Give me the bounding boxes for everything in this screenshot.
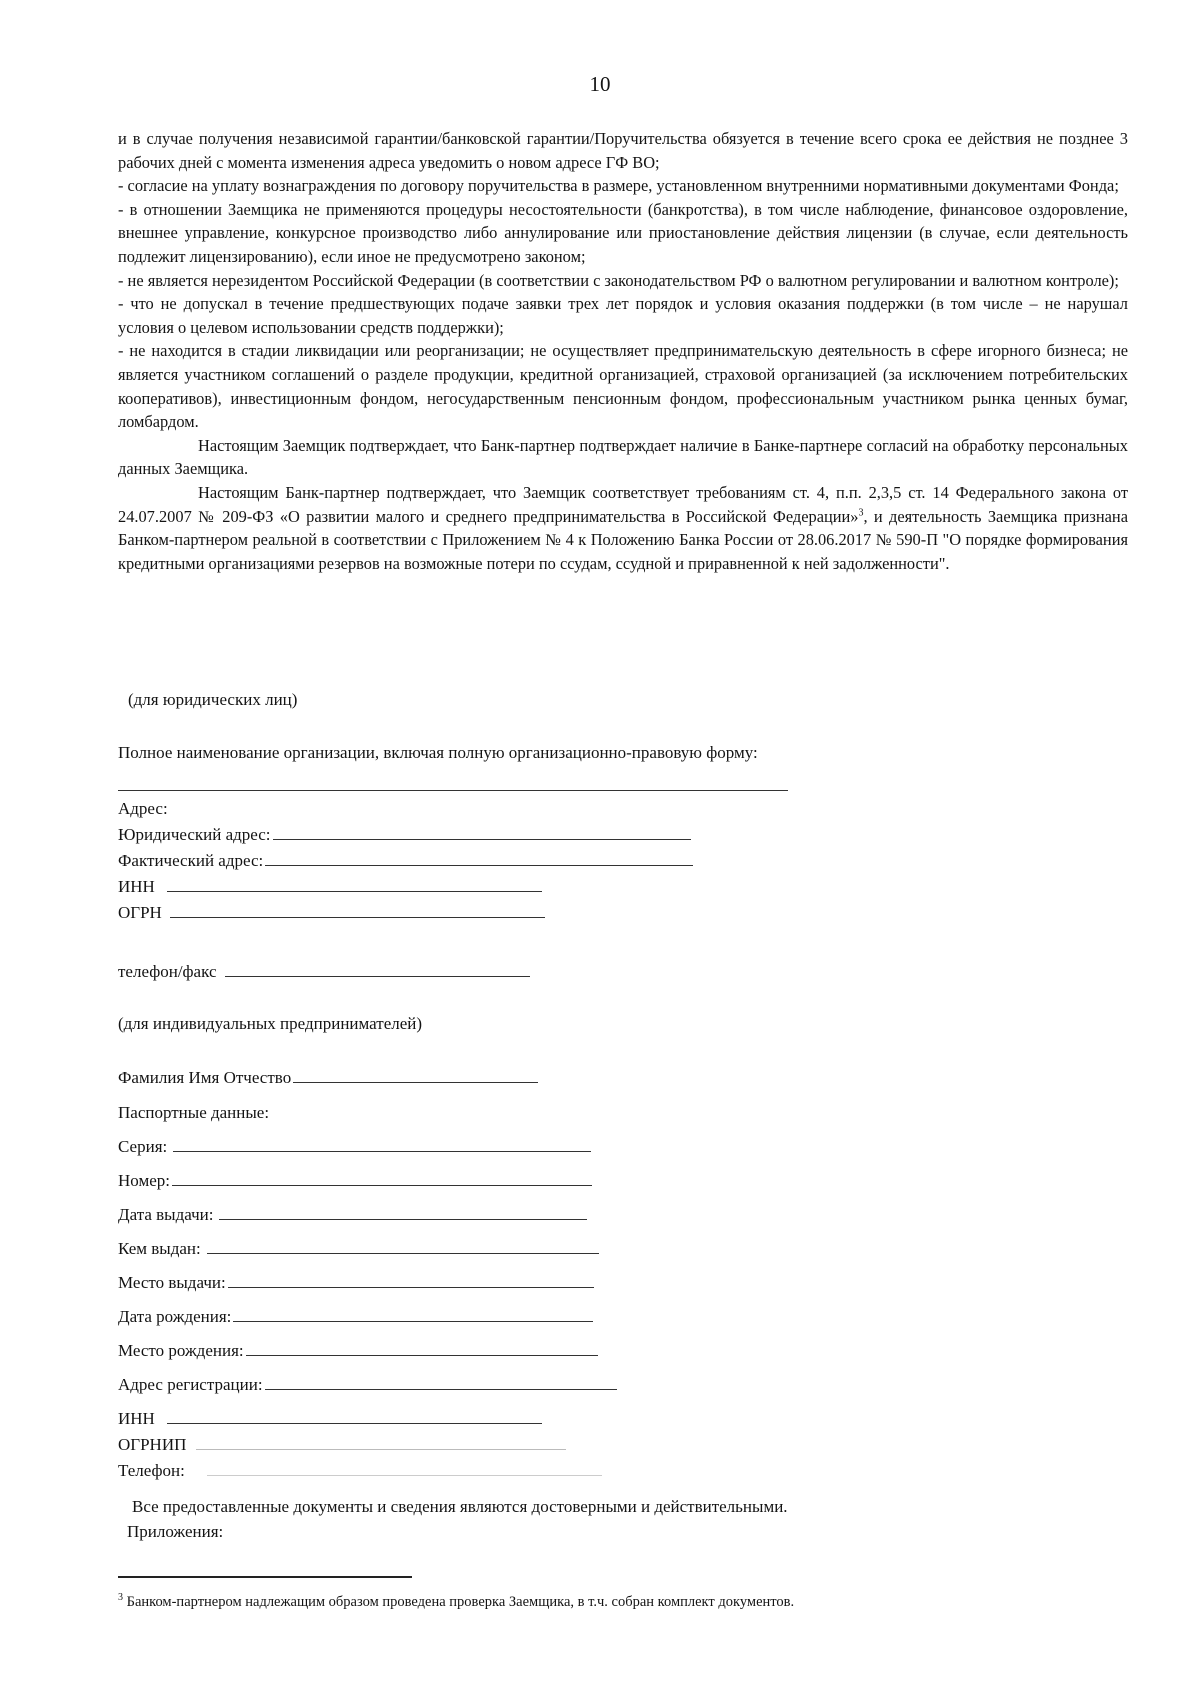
- paragraph-notify-address: и в случае получения независимой гарантии/банковской гарантии/Поручительства обязуется в течение всего срока ее действия не позднее 3 рабочих дней с момента изменения адреса уведомить о новом адресе ГФ ВО;: [118, 129, 1128, 172]
- attachments-label: Приложения:: [127, 1522, 224, 1541]
- legal-address-label: Юридический адрес:: [118, 825, 271, 844]
- actual-address-field[interactable]: [265, 864, 693, 866]
- issued-by-label: Кем выдан:: [118, 1239, 201, 1258]
- ip-heading: (для индивидуальных предпринимателей): [118, 1014, 423, 1033]
- footnote-reference: 3: [858, 507, 864, 519]
- ogrn-row: [118, 903, 545, 923]
- ip-phone-field[interactable]: [207, 1474, 602, 1476]
- number-row: [118, 1171, 592, 1191]
- number-label: Номер:: [118, 1171, 170, 1190]
- reg-address-label: Адрес регистрации:: [118, 1375, 263, 1394]
- ogrnip-field[interactable]: [196, 1448, 566, 1450]
- reg-address-row: [118, 1375, 617, 1395]
- legal-address-row: [118, 825, 691, 845]
- paragraph-no-violations: - что не допускал в течение предшествующих подаче заявки трех лет порядок и условия оказания поддержки (в том числе – не нарушал условия о целевом использовании средств поддержки);: [118, 294, 1128, 337]
- bank-confirmation-part2: , и деятельность Заемщика признана Банком-партнером реальной в соответствии с Приложением № 4 к Положению Банка России от 28.06.2017 № 590-П "О порядке формирования кредитными организациями резервов на возможные потери по ссудам, ссудной и приравненной к ней задолженности".: [118, 506, 1128, 573]
- ogrn-field[interactable]: [170, 916, 545, 918]
- birth-date-label: Дата рождения:: [118, 1307, 232, 1326]
- legal-entities-heading: (для юридических лиц): [128, 690, 298, 709]
- passport-label: Паспортные данные:: [118, 1103, 270, 1122]
- issued-by-row: [118, 1239, 599, 1259]
- paragraph-fee-consent: - согласие на уплату вознаграждения по договору поручительства в размере, установленном внутренними нормативными документами Фонда;: [118, 176, 1119, 196]
- birth-place-row: [118, 1341, 598, 1361]
- footnote-text: Банком-партнером надлежащим образом проведена проверка Заемщика, в т.ч. собран комплект документов.: [126, 1594, 795, 1610]
- legal-address-field[interactable]: [273, 838, 691, 840]
- footnote-divider: [118, 1576, 412, 1578]
- series-field[interactable]: [173, 1150, 591, 1152]
- issue-place-row: [118, 1273, 594, 1293]
- ip-inn-field[interactable]: [167, 1422, 542, 1424]
- ogrn-label: ОГРН: [118, 903, 162, 922]
- issue-date-field[interactable]: [219, 1218, 587, 1220]
- issue-date-row: [118, 1205, 587, 1225]
- paragraph-not-nonresident: - не является нерезидентом Российской Федерации (в соответствии с законодательством РФ о валютном регулировании и валютном контроле);: [118, 270, 1119, 290]
- address-label: Адрес:: [118, 799, 168, 818]
- number-field[interactable]: [172, 1184, 592, 1186]
- paragraph-no-bankruptcy: - в отношении Заемщика не применяются процедуры несостоятельности (банкротства), в том числе наблюдение, финансовое оздоровление, внешнее управление, конкурсное производство либо аннулирование или приостановление действия лицензии (в случае, если деятельность подлежит лицензированию), если иное не предусмотрено законом;: [118, 199, 1128, 266]
- phone-fax-field[interactable]: [225, 975, 530, 977]
- phone-fax-row: [118, 962, 530, 982]
- ogrnip-label: ОГРНИП: [118, 1435, 187, 1454]
- reg-address-field[interactable]: [265, 1388, 617, 1390]
- ip-inn-row: [118, 1409, 542, 1429]
- full-name-field[interactable]: [118, 790, 788, 791]
- birth-place-field[interactable]: [246, 1354, 598, 1356]
- ogrnip-row: [118, 1435, 566, 1455]
- bank-confirmation-part1: Настоящим Банк-партнер подтверждает, что Заемщик соответствует требованиям ст. 4, п.п. 2,3,5 ст. 14 Федерального закона от 24.07.2007 № 209-ФЗ «О развитии малого и среднего предпринимательства в Российской Федерации»: [118, 482, 1128, 526]
- paragraph-bank-confirmation: [118, 481, 1128, 575]
- phone-fax-label: телефон/факс: [118, 962, 217, 981]
- issue-place-field[interactable]: [228, 1286, 594, 1288]
- inn-label: ИНН: [118, 877, 155, 896]
- full-name-label: Полное наименование организации, включая полную организационно-правовую форму:: [118, 743, 758, 762]
- issue-place-label: Место выдачи:: [118, 1273, 226, 1292]
- page-number: 10: [589, 72, 611, 96]
- actual-address-row: [118, 851, 693, 871]
- paragraph-personal-data-consent: Настоящим Заемщик подтверждает, что Банк-партнер подтверждает наличие в Банке-партнере согласий на обработку персональных данных Заемщика.: [118, 435, 1128, 479]
- document-body: [118, 127, 1128, 575]
- closing-statement: Все предоставленные документы и сведения являются достоверными и действительными.: [132, 1497, 788, 1516]
- fio-row: [118, 1068, 538, 1088]
- footnote: [118, 1594, 794, 1611]
- footnote-mark: 3: [118, 1592, 123, 1604]
- series-row: [118, 1137, 591, 1157]
- birth-place-label: Место рождения:: [118, 1341, 244, 1360]
- actual-address-label: Фактический адрес:: [118, 851, 264, 870]
- fio-label: Фамилия Имя Отчество: [118, 1068, 292, 1087]
- series-label: Серия:: [118, 1137, 168, 1156]
- issued-by-field[interactable]: [207, 1252, 599, 1254]
- inn-row: [118, 877, 542, 897]
- inn-field[interactable]: [167, 890, 542, 892]
- birth-date-row: [118, 1307, 593, 1327]
- birth-date-field[interactable]: [233, 1320, 593, 1322]
- paragraph-not-liquidation: - не находится в стадии ликвидации или реорганизации; не осуществляет предпринимательскую деятельность в сфере игорного бизнеса; не является участником соглашений о разделе продукции, кредитной организацией, страховой организацией (за исключением потребительских кооперативов), инвестиционным фондом, негосударственным пенсионным фондом, профессиональным участником рынка ценных бумаг, ломбардом.: [118, 341, 1128, 432]
- issue-date-label: Дата выдачи:: [118, 1205, 214, 1224]
- ip-inn-label: ИНН: [118, 1409, 155, 1428]
- fio-field[interactable]: [293, 1081, 538, 1083]
- ip-phone-row: [118, 1461, 602, 1481]
- ip-phone-label: Телефон:: [118, 1461, 185, 1480]
